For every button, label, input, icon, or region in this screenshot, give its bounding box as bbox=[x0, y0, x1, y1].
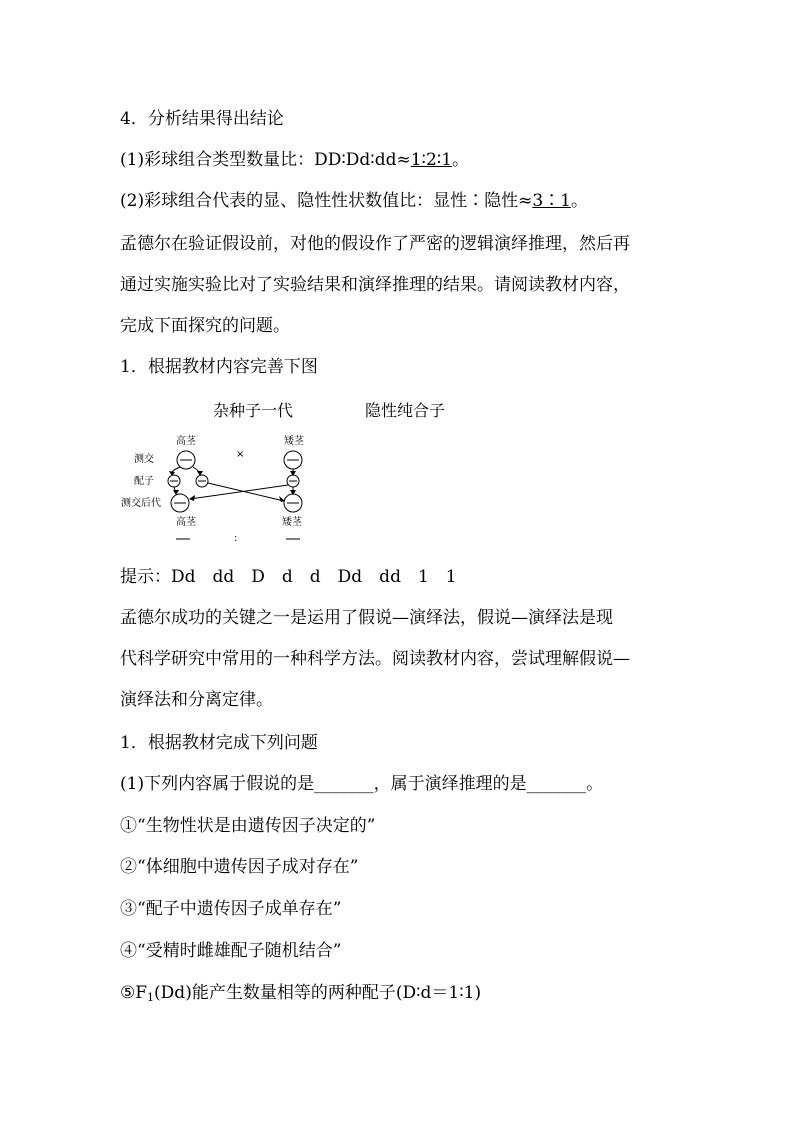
label-tall-bottom: 高茎 bbox=[176, 517, 196, 528]
label-short-bottom: 矮茎 bbox=[282, 517, 302, 528]
label-short-top: 矮茎 bbox=[284, 436, 304, 447]
option-3: ③“配子中遗传因子成单存在” bbox=[120, 899, 342, 919]
question-line: (1)下列内容属于假说的是_______，属于演绎推理的是_______。 bbox=[120, 774, 604, 794]
paragraph-line: 通过实施实验比对了实验结果和演绎推理的结果。请阅读教材内容， bbox=[120, 275, 630, 295]
cross-symbol: × bbox=[236, 449, 245, 460]
option-5-subscript: 1 bbox=[147, 991, 155, 1004]
ratio-end: 。 bbox=[452, 150, 470, 170]
question-heading: 1．根据教材内容完善下图 bbox=[120, 357, 318, 377]
option-4: ④“受精时雌雄配子随机结合” bbox=[120, 941, 342, 961]
label-testcross: 测交 bbox=[134, 454, 154, 465]
option-5-prefix: ⑤F bbox=[120, 983, 148, 1003]
ratio-text: (2)彩球组合代表的显、隐性性状数值比：显性∶隐性≈ bbox=[120, 191, 533, 211]
option-5 bbox=[120, 982, 481, 1009]
paragraph-line: 完成下面探究的问题。 bbox=[120, 316, 290, 336]
paragraph-line: 代科学研究中常用的一种科学方法。阅读教材内容，尝试理解假说— bbox=[120, 649, 630, 669]
section-heading: 4．分析结果得出结论 bbox=[120, 109, 284, 129]
option-5-text: (Dd)能产生数量相等的两种配子(D∶d＝1∶1) bbox=[154, 983, 482, 1003]
label-gamete: 配子 bbox=[134, 476, 154, 487]
ratio-answer: 1∶2∶1 bbox=[410, 150, 453, 170]
label-offspring: 测交后代 bbox=[121, 498, 161, 509]
testcross-figure bbox=[118, 395, 538, 555]
paragraph-line: 演绎法和分离定律。 bbox=[120, 690, 273, 710]
diagram-header-left: 杂种子一代 bbox=[213, 401, 294, 420]
option-1: ①“生物性状是由遗传因子决定的” bbox=[120, 816, 376, 836]
ratio-end: 。 bbox=[570, 191, 588, 211]
option-2: ②“体细胞中遗传因子成对存在” bbox=[120, 857, 359, 877]
ratio-text: (1)彩球组合类型数量比：DD∶Dd∶dd≈ bbox=[120, 150, 411, 170]
ratio-colon: : bbox=[234, 533, 238, 544]
ratio-line-1 bbox=[120, 149, 469, 171]
ratio-answer: 3∶1 bbox=[532, 191, 571, 211]
question-heading: 1．根据教材完成下列问题 bbox=[120, 733, 318, 753]
diagram-header-right: 隐性纯合子 bbox=[365, 401, 446, 420]
paragraph-line: 孟德尔在验证假设前，对他的假设作了严密的逻辑演绎推理，然后再 bbox=[120, 234, 630, 254]
paragraph-line: 孟德尔成功的关键之一是运用了假说—演绎法，假说—演绎法是现 bbox=[120, 608, 613, 628]
label-tall-top: 高茎 bbox=[176, 436, 196, 447]
ratio-line-2 bbox=[120, 190, 588, 212]
testcross-diagram bbox=[118, 395, 538, 555]
hint-line: 提示：Dd dd D d d Dd dd 1 1 bbox=[120, 567, 457, 587]
